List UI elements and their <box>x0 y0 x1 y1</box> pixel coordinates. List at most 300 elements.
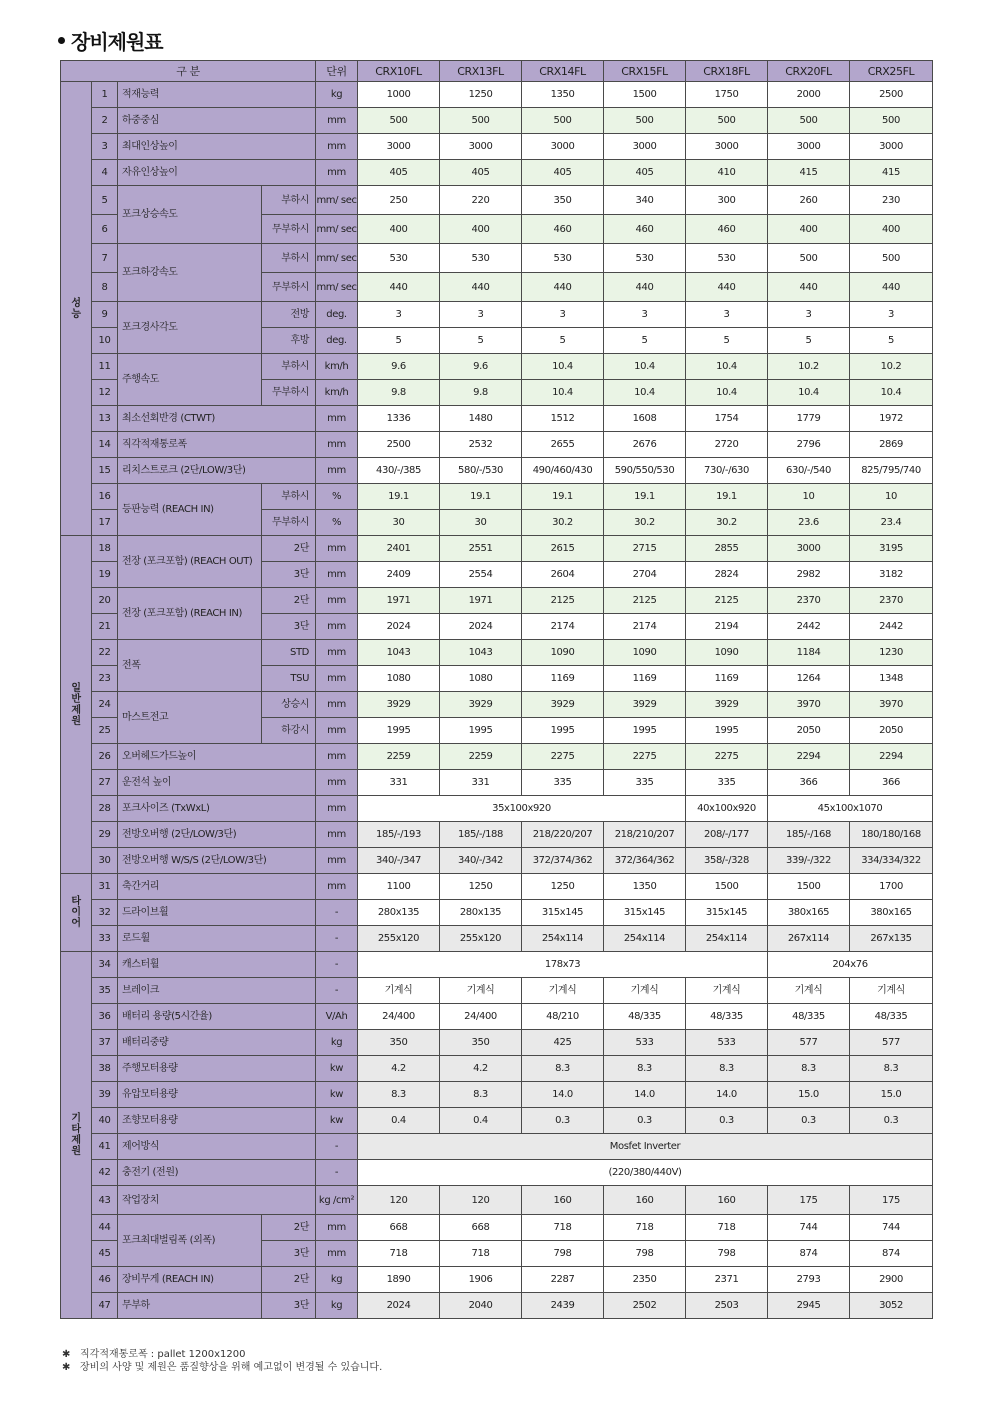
item-label: 드라이브휠 <box>118 900 316 926</box>
value-cell: 2050 <box>850 718 933 744</box>
value-cell: 460 <box>522 215 604 244</box>
row-number: 22 <box>92 640 118 666</box>
value-cell: 8.3 <box>768 1056 850 1082</box>
item-label: 장비무게 (REACH IN) <box>118 1267 262 1293</box>
value-cell-merged: 40x100x920 <box>686 796 768 822</box>
value-cell: 1250 <box>522 874 604 900</box>
value-cell: 2500 <box>358 432 440 458</box>
sub-label: 무부하시 <box>262 273 316 302</box>
value-cell-merged: Mosfet Inverter <box>358 1134 933 1160</box>
value-cell: 1080 <box>440 666 522 692</box>
header-model: CRX20FL <box>768 61 850 82</box>
item-label: 무부하 <box>118 1293 262 1319</box>
row-number: 32 <box>92 900 118 926</box>
value-cell: 208/-/177 <box>686 822 768 848</box>
value-cell: 10 <box>768 484 850 510</box>
header-model: CRX15FL <box>604 61 686 82</box>
value-cell: 1512 <box>522 406 604 432</box>
unit-cell: mm <box>316 588 358 614</box>
value-cell: 315x145 <box>686 900 768 926</box>
value-cell: 2294 <box>768 744 850 770</box>
spec-row <box>61 1293 933 1319</box>
item-label: 캐스터휠 <box>118 952 316 978</box>
value-cell: 기계식 <box>522 978 604 1004</box>
unit-cell: mm <box>316 108 358 134</box>
sub-label: 부하시 <box>262 244 316 273</box>
value-cell: 2194 <box>686 614 768 640</box>
spec-row <box>61 406 933 432</box>
value-cell: 440 <box>604 273 686 302</box>
value-cell: 3000 <box>850 134 933 160</box>
value-cell: 1700 <box>850 874 933 900</box>
value-cell: 1750 <box>686 82 768 108</box>
value-cell: 1995 <box>604 718 686 744</box>
value-cell: 3929 <box>522 692 604 718</box>
value-cell: 2275 <box>686 744 768 770</box>
unit-cell: mm <box>316 458 358 484</box>
spec-row <box>61 822 933 848</box>
value-cell: 2796 <box>768 432 850 458</box>
value-cell: 1608 <box>604 406 686 432</box>
spec-row <box>61 1056 933 1082</box>
value-cell: 730/-/630 <box>686 458 768 484</box>
spec-table <box>60 60 933 1319</box>
value-cell: 23.6 <box>768 510 850 536</box>
spec-row <box>61 354 933 380</box>
page-title <box>58 26 163 55</box>
item-label: 포크사이즈 (TxWxL) <box>118 796 316 822</box>
value-cell: 2040 <box>440 1293 522 1319</box>
value-cell: 1100 <box>358 874 440 900</box>
value-cell: 48/335 <box>604 1004 686 1030</box>
value-cell: 3000 <box>522 134 604 160</box>
spec-table-body <box>61 61 933 1319</box>
spec-row <box>61 1030 933 1056</box>
spec-row <box>61 952 933 978</box>
value-cell: 160 <box>522 1186 604 1215</box>
value-cell: 2869 <box>850 432 933 458</box>
value-cell: 8.3 <box>522 1056 604 1082</box>
value-cell: 1090 <box>604 640 686 666</box>
row-number: 47 <box>92 1293 118 1319</box>
value-cell: 798 <box>522 1241 604 1267</box>
value-cell: 1080 <box>358 666 440 692</box>
value-cell: 280x135 <box>440 900 522 926</box>
value-cell: 718 <box>358 1241 440 1267</box>
value-cell: 331 <box>440 770 522 796</box>
value-cell: 500 <box>850 108 933 134</box>
spec-row <box>61 848 933 874</box>
spec-row <box>61 978 933 1004</box>
item-label: 포크하강속도 <box>118 244 262 302</box>
value-cell: 3970 <box>850 692 933 718</box>
value-cell: 2050 <box>768 718 850 744</box>
row-number: 9 <box>92 302 118 328</box>
value-cell: 1169 <box>604 666 686 692</box>
value-cell: 254x114 <box>604 926 686 952</box>
spec-row <box>61 458 933 484</box>
value-cell: 3929 <box>440 692 522 718</box>
value-cell: 24/400 <box>358 1004 440 1030</box>
unit-cell: kw <box>316 1108 358 1134</box>
item-label: 최소선회반경 (CTWT) <box>118 406 316 432</box>
value-cell: 1184 <box>768 640 850 666</box>
item-label: 적재능력 <box>118 82 316 108</box>
value-cell: 460 <box>686 215 768 244</box>
value-cell: 267x135 <box>850 926 933 952</box>
value-cell: 260 <box>768 186 850 215</box>
row-number: 12 <box>92 380 118 406</box>
item-label: 포크상승속도 <box>118 186 262 244</box>
value-cell: 2676 <box>604 432 686 458</box>
sub-label: 2단 <box>262 1215 316 1241</box>
item-label: 하중중심 <box>118 108 316 134</box>
value-cell: 30.2 <box>604 510 686 536</box>
value-cell: 2532 <box>440 432 522 458</box>
row-number: 35 <box>92 978 118 1004</box>
value-cell: 350 <box>358 1030 440 1056</box>
unit-cell: mm <box>316 640 358 666</box>
row-number: 2 <box>92 108 118 134</box>
value-cell: 1500 <box>604 82 686 108</box>
sub-label: 부하시 <box>262 186 316 215</box>
spec-row <box>61 160 933 186</box>
value-cell: 230 <box>850 186 933 215</box>
value-cell: 2442 <box>850 614 933 640</box>
value-cell: 533 <box>686 1030 768 1056</box>
value-cell: 2350 <box>604 1267 686 1293</box>
value-cell: 255x120 <box>358 926 440 952</box>
value-cell: 2793 <box>768 1267 850 1293</box>
value-cell: 30 <box>358 510 440 536</box>
sub-label: TSU <box>262 666 316 692</box>
footnote-text: 장비의 사양 및 제원은 품질향상을 위해 예고없이 변경될 수 있습니다. <box>80 1362 383 1373</box>
header-model: CRX25FL <box>850 61 933 82</box>
value-cell: 3929 <box>604 692 686 718</box>
value-cell: 405 <box>522 160 604 186</box>
row-number: 5 <box>92 186 118 215</box>
unit-cell: km/h <box>316 380 358 406</box>
row-number: 3 <box>92 134 118 160</box>
spec-row <box>61 82 933 108</box>
value-cell: 1169 <box>686 666 768 692</box>
value-cell: 9.8 <box>358 380 440 406</box>
value-cell: 2615 <box>522 536 604 562</box>
value-cell: 19.1 <box>604 484 686 510</box>
item-label: 자유인상높이 <box>118 160 316 186</box>
item-label: 포크최대벌림폭 (외폭) <box>118 1215 262 1267</box>
value-cell: 10.4 <box>522 354 604 380</box>
row-number: 10 <box>92 328 118 354</box>
sub-label: 무부하시 <box>262 380 316 406</box>
row-number: 31 <box>92 874 118 900</box>
value-cell: 1350 <box>522 82 604 108</box>
sub-label: 2단 <box>262 588 316 614</box>
value-cell: 3970 <box>768 692 850 718</box>
header-row <box>61 61 933 82</box>
value-cell: 2500 <box>850 82 933 108</box>
item-label: 리치스트로크 (2단/LOW/3단) <box>118 458 316 484</box>
spec-row <box>61 770 933 796</box>
row-number: 37 <box>92 1030 118 1056</box>
value-cell: 440 <box>522 273 604 302</box>
value-cell: 2554 <box>440 562 522 588</box>
value-cell: 5 <box>358 328 440 354</box>
value-cell: 798 <box>686 1241 768 1267</box>
value-cell: 500 <box>850 244 933 273</box>
header-model: CRX10FL <box>358 61 440 82</box>
value-cell: 1043 <box>358 640 440 666</box>
value-cell: 2125 <box>686 588 768 614</box>
value-cell: 2024 <box>358 1293 440 1319</box>
row-number: 18 <box>92 536 118 562</box>
value-cell: 10.4 <box>604 380 686 406</box>
value-cell: 2370 <box>850 588 933 614</box>
value-cell: 8.3 <box>850 1056 933 1082</box>
value-cell: 1500 <box>686 874 768 900</box>
value-cell: 358/-/328 <box>686 848 768 874</box>
value-cell: 2125 <box>522 588 604 614</box>
value-cell: 335 <box>604 770 686 796</box>
value-cell: 3000 <box>440 134 522 160</box>
row-number: 40 <box>92 1108 118 1134</box>
value-cell: 300 <box>686 186 768 215</box>
value-cell: 30.2 <box>686 510 768 536</box>
row-number: 4 <box>92 160 118 186</box>
value-cell: 500 <box>768 108 850 134</box>
value-cell: 10.4 <box>686 380 768 406</box>
unit-cell: mm/ sec <box>316 186 358 215</box>
value-cell: 14.0 <box>604 1082 686 1108</box>
value-cell: 10.4 <box>850 380 933 406</box>
sub-label: 무부하시 <box>262 215 316 244</box>
item-label: 축간거리 <box>118 874 316 900</box>
value-cell: 530 <box>440 244 522 273</box>
unit-cell: mm <box>316 822 358 848</box>
sub-label: 3단 <box>262 1241 316 1267</box>
value-cell: 2704 <box>604 562 686 588</box>
spec-row <box>61 484 933 510</box>
unit-cell: mm <box>316 134 358 160</box>
value-cell: 1480 <box>440 406 522 432</box>
value-cell: 577 <box>768 1030 850 1056</box>
unit-cell: deg. <box>316 328 358 354</box>
value-cell: 3 <box>604 302 686 328</box>
value-cell: 410 <box>686 160 768 186</box>
unit-cell: mm <box>316 692 358 718</box>
unit-cell: mm <box>316 160 358 186</box>
value-cell: 744 <box>768 1215 850 1241</box>
item-label: 주행속도 <box>118 354 262 406</box>
item-label: 포크경사각도 <box>118 302 262 354</box>
value-cell: 0.3 <box>604 1108 686 1134</box>
value-cell: 185/-/168 <box>768 822 850 848</box>
header-model: CRX13FL <box>440 61 522 82</box>
value-cell: 1000 <box>358 82 440 108</box>
row-number: 41 <box>92 1134 118 1160</box>
value-cell: 2824 <box>686 562 768 588</box>
row-number: 23 <box>92 666 118 692</box>
unit-cell: mm <box>316 718 358 744</box>
unit-cell: kw <box>316 1082 358 1108</box>
value-cell: 1336 <box>358 406 440 432</box>
value-cell: 2287 <box>522 1267 604 1293</box>
value-cell: 267x114 <box>768 926 850 952</box>
value-cell: 340/-/347 <box>358 848 440 874</box>
item-label: 전장 (포크포함) (REACH IN) <box>118 588 262 640</box>
unit-cell: mm <box>316 848 358 874</box>
spec-row <box>61 186 933 215</box>
value-cell: 1350 <box>604 874 686 900</box>
value-cell: 331 <box>358 770 440 796</box>
spec-row <box>61 536 933 562</box>
value-cell: 0.3 <box>768 1108 850 1134</box>
sub-label: 부하시 <box>262 354 316 380</box>
value-cell: 3 <box>850 302 933 328</box>
row-number: 29 <box>92 822 118 848</box>
value-cell: 3000 <box>686 134 768 160</box>
value-cell: 744 <box>850 1215 933 1241</box>
value-cell: 718 <box>604 1215 686 1241</box>
value-cell: 2503 <box>686 1293 768 1319</box>
value-cell: 2551 <box>440 536 522 562</box>
unit-cell: kg <box>316 1293 358 1319</box>
value-cell: 530 <box>358 244 440 273</box>
unit-cell: mm <box>316 614 358 640</box>
value-cell: 533 <box>604 1030 686 1056</box>
unit-cell: % <box>316 484 358 510</box>
item-label: 배터리 용량(5시간율) <box>118 1004 316 1030</box>
value-cell-merged: 204x76 <box>768 952 933 978</box>
value-cell: 30 <box>440 510 522 536</box>
unit-cell: mm <box>316 562 358 588</box>
row-number: 8 <box>92 273 118 302</box>
unit-cell: mm <box>316 432 358 458</box>
value-cell: 185/-/193 <box>358 822 440 848</box>
value-cell: 2275 <box>604 744 686 770</box>
value-cell: 0.4 <box>440 1108 522 1134</box>
value-cell: 기계식 <box>686 978 768 1004</box>
value-cell: 2442 <box>768 614 850 640</box>
item-label: 로드휠 <box>118 926 316 952</box>
value-cell: 14.0 <box>522 1082 604 1108</box>
row-number: 38 <box>92 1056 118 1082</box>
unit-cell: mm <box>316 1215 358 1241</box>
value-cell: 185/-/188 <box>440 822 522 848</box>
value-cell: 400 <box>768 215 850 244</box>
value-cell: 334/334/322 <box>850 848 933 874</box>
value-cell: 372/364/362 <box>604 848 686 874</box>
value-cell: 2259 <box>440 744 522 770</box>
value-cell: 2401 <box>358 536 440 562</box>
value-cell: 3 <box>358 302 440 328</box>
value-cell: 1995 <box>522 718 604 744</box>
value-cell: 1972 <box>850 406 933 432</box>
unit-cell: - <box>316 900 358 926</box>
value-cell: 490/460/430 <box>522 458 604 484</box>
value-cell: 3195 <box>850 536 933 562</box>
value-cell: 405 <box>440 160 522 186</box>
value-cell: 2655 <box>522 432 604 458</box>
value-cell: 48/335 <box>850 1004 933 1030</box>
row-number: 46 <box>92 1267 118 1293</box>
value-cell: 440 <box>850 273 933 302</box>
value-cell: 2715 <box>604 536 686 562</box>
value-cell: 1169 <box>522 666 604 692</box>
unit-cell: km/h <box>316 354 358 380</box>
value-cell: 3 <box>522 302 604 328</box>
unit-cell: mm <box>316 1241 358 1267</box>
value-cell: 175 <box>768 1186 850 1215</box>
value-cell: 4.2 <box>440 1056 522 1082</box>
value-cell: 24/400 <box>440 1004 522 1030</box>
value-cell: 1779 <box>768 406 850 432</box>
value-cell: 기계식 <box>358 978 440 1004</box>
sub-label: 무부하시 <box>262 510 316 536</box>
value-cell: 160 <box>686 1186 768 1215</box>
value-cell: 425 <box>522 1030 604 1056</box>
value-cell: 9.6 <box>358 354 440 380</box>
sub-label: 2단 <box>262 536 316 562</box>
header-unit: 단위 <box>316 61 358 82</box>
header-model: CRX18FL <box>686 61 768 82</box>
value-cell: 340/-/342 <box>440 848 522 874</box>
footnote-mark: ✱ <box>62 1362 71 1373</box>
unit-cell: - <box>316 978 358 1004</box>
item-label: 전방오버행 (2단/LOW/3단) <box>118 822 316 848</box>
value-cell: 1754 <box>686 406 768 432</box>
spec-row <box>61 1004 933 1030</box>
footnote <box>62 1348 382 1361</box>
value-cell: 5 <box>686 328 768 354</box>
value-cell: 0.4 <box>358 1108 440 1134</box>
value-cell: 1971 <box>358 588 440 614</box>
value-cell: 500 <box>440 108 522 134</box>
row-number: 36 <box>92 1004 118 1030</box>
spec-row <box>61 244 933 273</box>
value-cell: 2024 <box>358 614 440 640</box>
value-cell: 460 <box>604 215 686 244</box>
sub-label: 3단 <box>262 614 316 640</box>
unit-cell: mm <box>316 536 358 562</box>
spec-row <box>61 692 933 718</box>
value-cell: 718 <box>440 1241 522 1267</box>
value-cell: 668 <box>440 1215 522 1241</box>
item-label: 오버헤드가드높이 <box>118 744 316 770</box>
value-cell: 0.3 <box>850 1108 933 1134</box>
value-cell: 2945 <box>768 1293 850 1319</box>
value-cell: 10.4 <box>522 380 604 406</box>
value-cell: 315x145 <box>604 900 686 926</box>
value-cell: 120 <box>358 1186 440 1215</box>
value-cell: 10.2 <box>768 354 850 380</box>
row-number: 30 <box>92 848 118 874</box>
value-cell: 2259 <box>358 744 440 770</box>
unit-cell: kg <box>316 1030 358 1056</box>
value-cell: 1995 <box>358 718 440 744</box>
value-cell: 1995 <box>686 718 768 744</box>
value-cell: 3 <box>440 302 522 328</box>
spec-row <box>61 1186 933 1215</box>
row-number: 19 <box>92 562 118 588</box>
page-title-text: 장비제원표 <box>71 30 163 54</box>
value-cell: 8.3 <box>440 1082 522 1108</box>
value-cell: 405 <box>604 160 686 186</box>
value-cell: 19.1 <box>358 484 440 510</box>
item-label: 등판능력 (REACH IN) <box>118 484 262 536</box>
row-number: 1 <box>92 82 118 108</box>
value-cell: 335 <box>522 770 604 796</box>
